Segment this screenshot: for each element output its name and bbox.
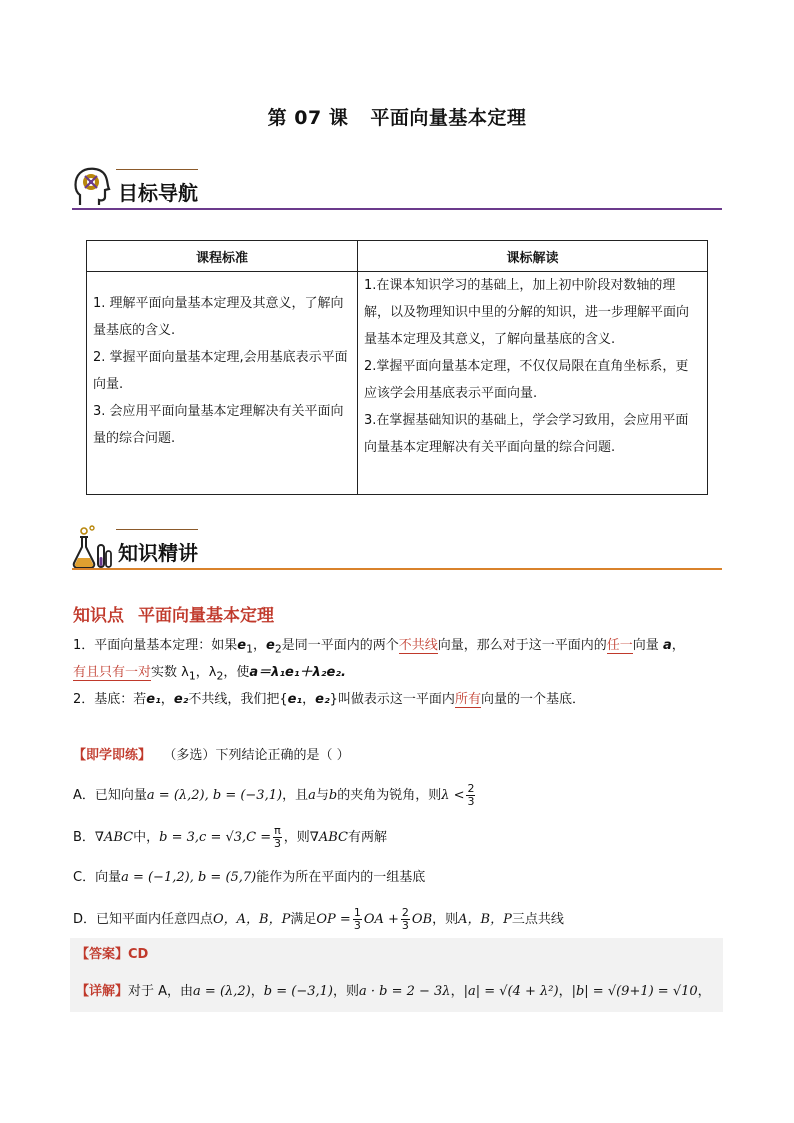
knowledge-section-title: 知识精讲 xyxy=(118,541,198,565)
knowledge-point-label: 知识点 xyxy=(73,606,124,626)
knowledge-point-name: 平面向量基本定理 xyxy=(138,606,274,626)
knowledge-point-title xyxy=(73,601,274,626)
exercise-tag: 【即学即练】 xyxy=(73,748,152,763)
goals-section-header xyxy=(72,151,722,215)
exercise-question: 【即学即练】 （多选）下列结论正确的是（ ） xyxy=(73,748,350,763)
table-cell-interpretation xyxy=(358,272,708,495)
table-cell-standards xyxy=(87,272,358,495)
theorem-formula: a＝λ₁e₁＋λ₂e₂. xyxy=(249,665,346,680)
interpretation-item: 1.在课本知识学习的基础上，加上初中阶段对数轴的理解，以及物理知识中里的分解的知识，进一步理解平面向量基本定理及其意义，了解向量基底的含义. xyxy=(364,278,690,347)
flask-icon xyxy=(72,525,112,569)
section-divider xyxy=(72,568,722,570)
answer-line xyxy=(76,945,148,965)
theorem-line-2: 有且只有一对实数 $\lambda_1$，$\lambda_2$，使a＝λ₁e₁＋λ₂e₂. xyxy=(73,665,346,683)
theorem-line-1: 1．平面向量基本定理：如果$e_1$，$e_2$是同一平面内的两个不共线向量，那么对于这一平面内的任一向量 a， xyxy=(73,638,685,656)
detail-tag: 【详解】 xyxy=(76,984,129,999)
lesson-topic: 平面向量基本定理 xyxy=(370,107,527,129)
basis-line: 2．基底：若e₁，e₂不共线，我们把{e₁，e₂}叫做表示这一平面内所有向量的一个基底． xyxy=(73,692,585,707)
table-header: 课标解读 xyxy=(358,241,708,272)
interpretation-item: 2.掌握平面向量基本定理，不仅仅局限在直角坐标系，更应该学会用基底表示平面向量. xyxy=(364,359,689,401)
page-title xyxy=(0,103,794,130)
option-a: A．已知向量a = (λ,2), b = (−3,1)，且a与b的夹角为锐角，则λ < $\frac{2}{3}$ xyxy=(73,782,475,808)
standard-item: 3. 会应用平面向量基本定理解决有关平面向量的综合问题. xyxy=(93,404,344,446)
standards-table xyxy=(86,240,708,495)
lesson-number: 第 07 课 xyxy=(267,107,349,129)
answer-tag: 【答案】 xyxy=(76,947,129,962)
key-term: 所有 xyxy=(454,692,481,707)
table-row xyxy=(87,272,708,495)
interpretation-item: 3.在掌握基础知识的基础上，学会学习致用，会应用平面向量基本定理解决有关平面向量的综合问题. xyxy=(364,413,689,455)
table-header-row xyxy=(87,241,708,272)
table-header: 课程标准 xyxy=(87,241,358,272)
detail-line: 【详解】对于 A，由a = (λ,2)，b = (−3,1)，则a · b = 2 − 3λ，|a| = √(4 + λ²)，|b| = √(9+1) = √10， xyxy=(76,984,711,999)
key-term: 有且只有一对 xyxy=(73,665,152,680)
standard-item: 2. 掌握平面向量基本定理,会用基底表示平面向量. xyxy=(93,350,348,392)
key-term: 不共线 xyxy=(398,638,438,653)
section-divider xyxy=(72,208,722,210)
answer-value: CD xyxy=(128,947,149,962)
brain-gear-icon xyxy=(72,165,112,209)
standard-item: 1. 理解平面向量基本定理及其意义，了解向量基底的含义. xyxy=(93,296,344,338)
option-b: B．∇ABC中，b = 3,c = √3,C = $\frac{\pi}{3}$ ，则∇ABC有两解 xyxy=(73,824,388,850)
knowledge-section-header xyxy=(72,511,722,575)
option-c: C．向量a = (−1,2), b = (5,7)能作为所在平面内的一组基底 xyxy=(73,870,426,885)
goals-section-title: 目标导航 xyxy=(118,181,198,205)
option-d: D．已知平面内任意四点O，A，B，P满足OP = $\frac{1}{3}$ OA + $\frac{2}{3}$ OB，则A，B，P三点共线 xyxy=(73,906,564,932)
key-term: 任一 xyxy=(606,638,633,653)
